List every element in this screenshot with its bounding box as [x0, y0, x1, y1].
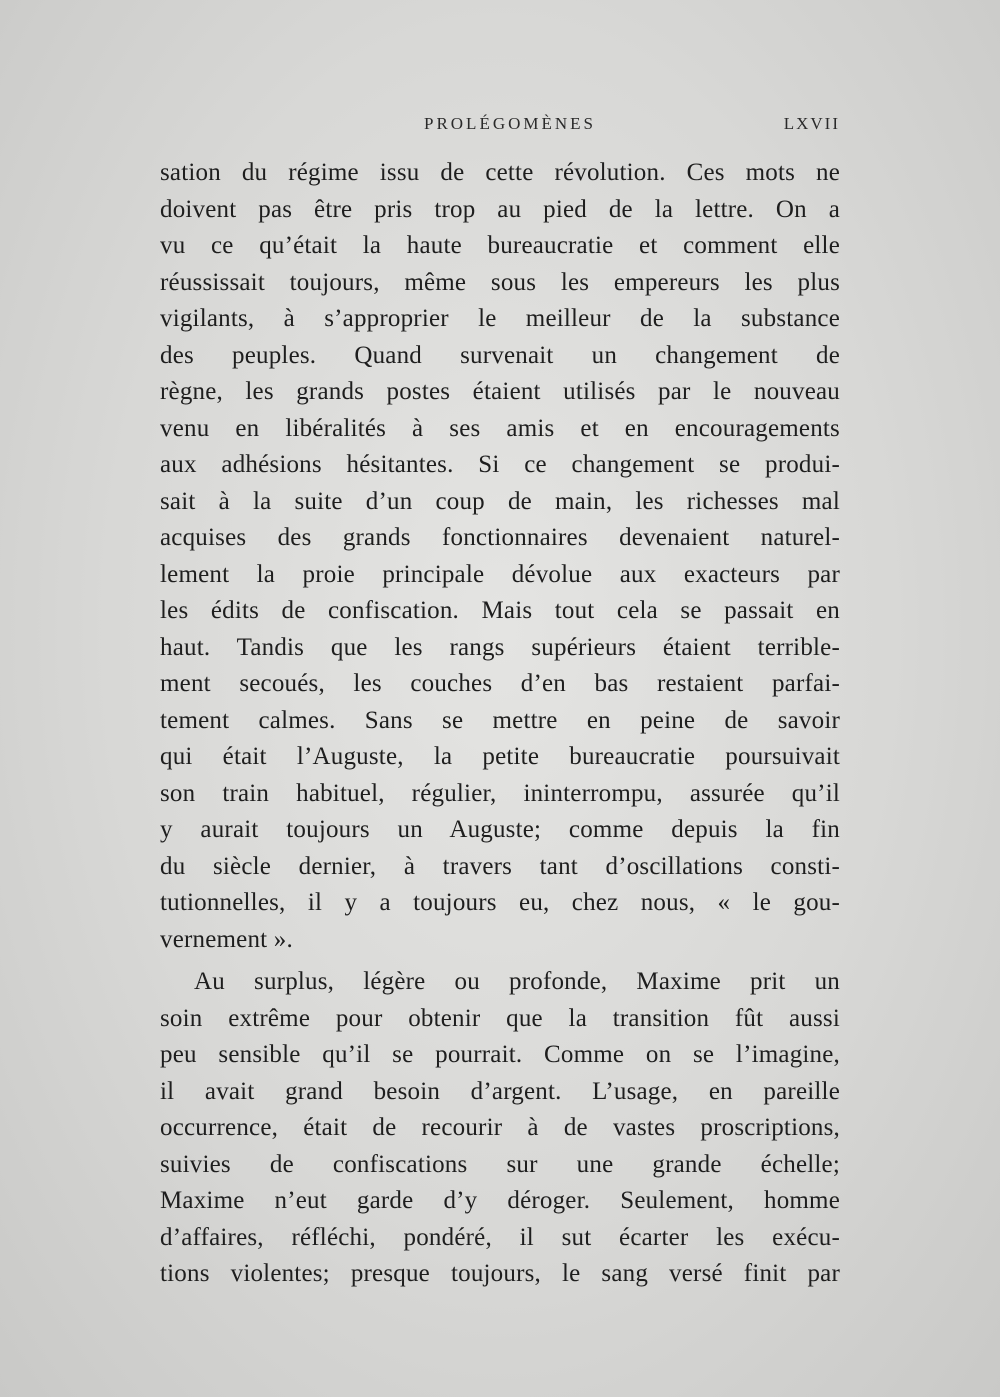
text-line: vu ce qu’était la haute bureaucratie et comment elle	[160, 232, 840, 259]
text-line: peu sensible qu’il se pourrait. Comme on se l’imagine,	[160, 1041, 840, 1068]
text-line: d’affaires, réfléchi, pondéré, il sut écarter les exécu-	[160, 1223, 840, 1251]
page-number: LXVII	[783, 114, 840, 133]
page-header	[160, 114, 840, 144]
paragraph-1	[160, 155, 840, 958]
running-title: PROLÉGOMÈNES	[423, 114, 596, 133]
text-line: y aurait toujours un Auguste; comme depuis la fin	[160, 816, 840, 843]
text-line: des peuples. Quand survenait un changement de	[160, 341, 840, 369]
text-line: du siècle dernier, à travers tant d’oscillations consti-	[160, 852, 840, 880]
text-line: aux adhésions hésitantes. Si ce changement se produi-	[160, 451, 840, 478]
text-line: qui était l’Auguste, la petite bureaucratie poursuivait	[160, 743, 840, 770]
text-line: règne, les grands postes étaient utilisés par le nouveau	[160, 378, 840, 405]
text-line: ment secoués, les couches d’en bas restaient parfai-	[160, 670, 840, 697]
text-line: Maxime n’eut garde d’y déroger. Seulement, homme	[160, 1187, 840, 1214]
text-line: acquises des grands fonctionnaires devenaient naturel-	[160, 524, 840, 551]
text-line: soin extrême pour obtenir que la transition fût aussi	[160, 1004, 840, 1032]
text-line: haut. Tandis que les rangs supérieurs étaient terrible-	[160, 633, 840, 661]
text-line: tutionnelles, il y a toujours eu, chez nous, « le gou-	[160, 889, 840, 916]
text-line: doivent pas être pris trop au pied de la lettre. On a	[160, 195, 840, 223]
text-line: tement calmes. Sans se mettre en peine de savoir	[160, 706, 840, 734]
text-line: vigilants, à s’approprier le meilleur de la substance	[160, 305, 840, 332]
text-line: sait à la suite d’un coup de main, les richesses mal	[160, 487, 840, 515]
text-line: réussissait toujours, même sous les empereurs les plus	[160, 268, 840, 296]
paragraph-2	[160, 964, 840, 1293]
text-line: sation du régime issu de cette révolution. Ces mots ne	[160, 159, 840, 186]
text-line: tions violentes; presque toujours, le sang versé finit par	[160, 1260, 840, 1287]
text-line: venu en libéralités à ses amis et en encouragements	[160, 414, 840, 442]
text-line: son train habituel, régulier, ininterrompu, assurée qu’il	[160, 779, 840, 807]
text-line: lement la proie principale dévolue aux exacteurs par	[160, 560, 840, 588]
text-line: il avait grand besoin d’argent. L’usage, en pareille	[160, 1077, 840, 1105]
body-text	[160, 155, 840, 1293]
text-line: suivies de confiscations sur une grande échelle;	[160, 1150, 840, 1178]
text-line: Au surplus, légère ou profonde, Maxime prit un	[194, 968, 840, 995]
text-line: vernement ».	[160, 925, 293, 953]
text-line: occurrence, était de recourir à de vastes proscriptions,	[160, 1114, 840, 1141]
text-line: les édits de confiscation. Mais tout cela se passait en	[160, 597, 840, 624]
